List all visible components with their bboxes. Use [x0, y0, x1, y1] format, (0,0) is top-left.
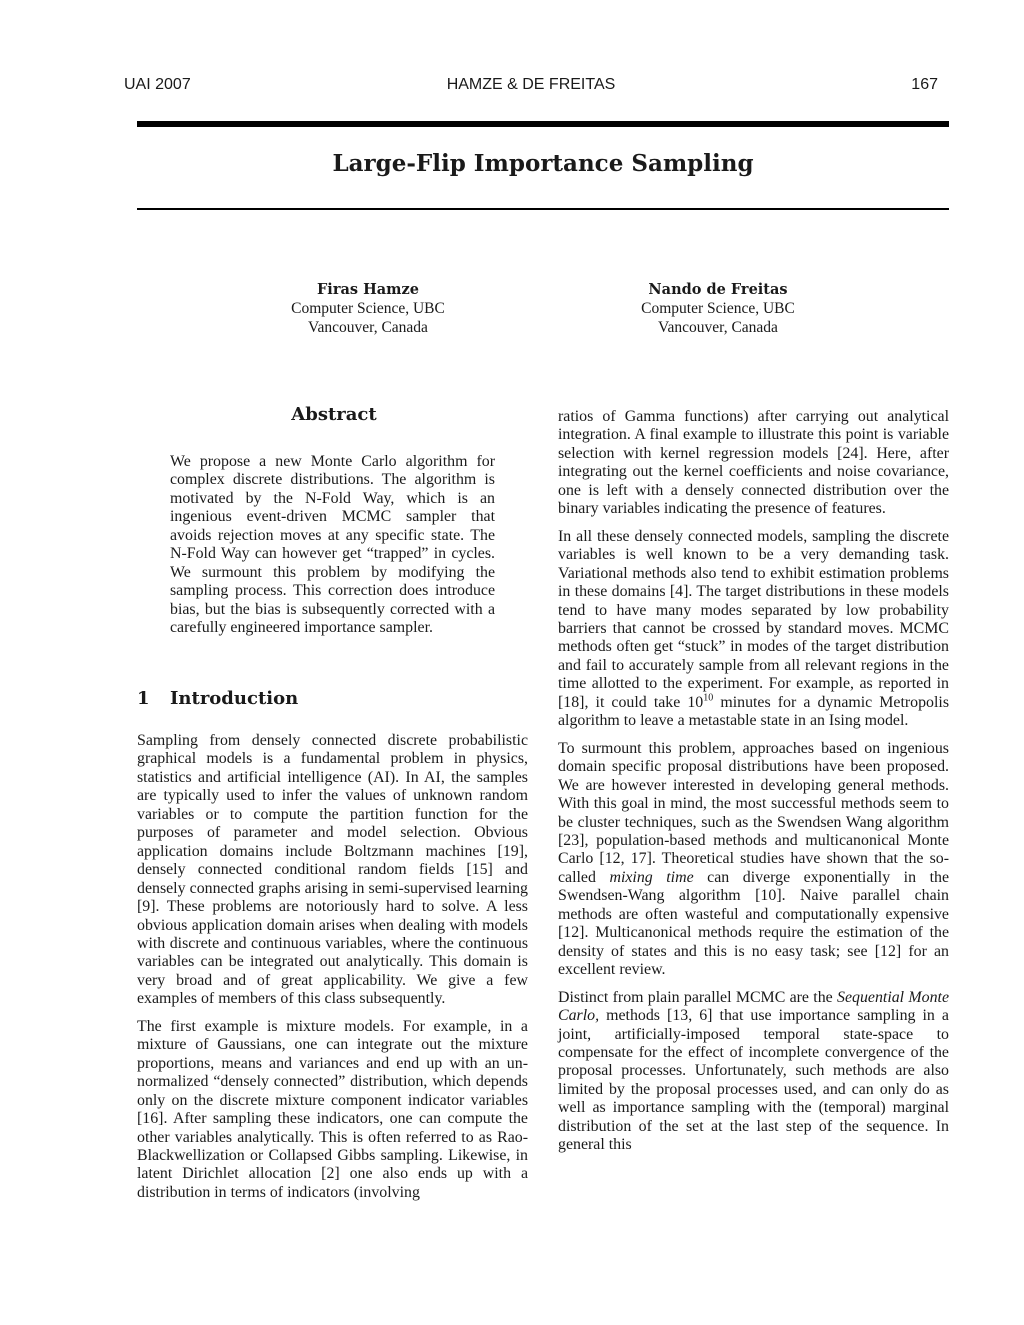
- page-number: 167: [911, 76, 938, 93]
- author-location: Vancouver, Canada: [658, 319, 778, 336]
- body-paragraph: [558, 989, 949, 1155]
- paragraph-text: minutes for a dynamic Metropolis algorithm to leave a metastable state in an Ising model.: [558, 693, 950, 730]
- left-column: [137, 732, 528, 1211]
- section-number: 1: [137, 688, 150, 709]
- author-name: Nando de Freitas: [648, 281, 788, 298]
- author-name: Firas Hamze: [317, 281, 419, 298]
- paragraph-text: In all these densely connected models, sampling the discrete variables is well known to be a very demanding task. Variational methods also tend to exhibit estimation problems in these domains [4]. The target distributions in these models tend to have many modes separated by low probability barriers that cannot be crossed by standard moves. MCMC methods often get “stuck” in modes of the target distribution and fail to accurately sample from all relevant regions in the time allotted to the experiment. For example, as reported in [18], it could take 10: [558, 527, 949, 711]
- exponent: 10: [703, 692, 714, 704]
- running-head: [124, 76, 938, 98]
- author-location: Vancouver, Canada: [308, 319, 428, 336]
- paragraph-text: methods [13, 6] that use importance sampling in a joint, artificially-imposed temporal state-space to compensate for the effect of incomplete convergence of the proposal processes. Unfortunately, such methods are also limited by the proposal processes used, and can only do as well as importance sampling with the (temporal) marginal distribution of the set at the last step of the sequence. In general this: [558, 1007, 949, 1154]
- author-affiliation: Computer Science, UBC: [641, 300, 795, 317]
- body-paragraph: [558, 740, 949, 980]
- title-rule-bottom: [137, 208, 949, 210]
- body-paragraph: Sampling from densely connected discrete probabilistic graphical models is a fundamental problem in physics, statistics and artificial intelligence (AI). In AI, the samples are typically used to infer the values of unknown random variables or to compute the partition function for the purposes of parameter and model selection. Obvious application domains include Boltzmann machines [19], densely connected conditional random fields [15] and densely connected graphs arising in semi-supervised learning [9]. These problems are notoriously hard to solve. A less obvious application domain arises when dealing with models with discrete and continuous variables, where the continuous variables can be integrated out analytically. This domain is very broad and of great applicability. We give a few examples of members of this class subsequently.: [137, 732, 528, 1008]
- right-column: [558, 408, 949, 1164]
- author-block-2: [588, 280, 848, 337]
- paragraph-text: can diverge exponentially in the Swendsen-Wang algorithm [10]. Naive parallel chain methods are often wasteful and computationally expensive [12]. Multicanonical methods require the estimation of the density of states and this is no easy task; see [12] for an excellent review.: [558, 868, 949, 979]
- authors-running-title: HAMZE & DE FREITAS: [446, 76, 616, 93]
- abstract-text: We propose a new Monte Carlo algorithm for complex discrete distributions. The algorithm is motivated by the N-Fold Way, which is an ingenious event-driven MCMC sampler that avoids rejection moves at any specific state. The N-Fold Way can however get “trapped” in cycles. We surmount this problem by modifying the sampling process. This correction does introduce bias, but the bias is subsequently corrected with a carefully engineered importance sampler.: [170, 453, 495, 637]
- body-paragraph: ratios of Gamma functions) after carrying out analytical integration. A final example to illustrate this point is variable selection with kernel regression models [24]. Here, after integrating out the kernel coefficients and noise covariance, one is left with a densely connected distribution over the binary variables indicating the presence of features.: [558, 408, 949, 518]
- author-affiliation: Computer Science, UBC: [291, 300, 445, 317]
- body-paragraph: [558, 528, 949, 731]
- paper-title: Large-Flip Importance Sampling: [332, 150, 754, 177]
- section-heading: [137, 688, 298, 709]
- abstract-heading: Abstract: [291, 404, 377, 425]
- body-paragraph: The first example is mixture models. For example, in a mixture of Gaussians, one can integrate out the mixture proportions, means and variances and end up with an un-normalized “densely connected” distribution, which depends only on the discrete mixture component indicator variables [16]. After sampling these indicators, one can compute the other variables analytically. This is often referred to as Rao-Blackwellization or Collapsed Gibbs sampling. Likewise, in latent Dirichlet allocation [2] one also ends up with a distribution in terms of indicators (involving: [137, 1017, 528, 1201]
- paragraph-text: To surmount this problem, approaches based on ingenious domain specific proposal distributions have been proposed. We are however interested in developing general methods. With this goal in mind, the most successful methods seem to be cluster techniques, such as the Swendsen Wang algorithm [23], population-based methods and multicanonical Monte Carlo [12, 17]. Theoretical studies have shown that the so-called: [558, 739, 949, 886]
- section-title: Introduction: [170, 688, 299, 709]
- emphasis-term: mixing time: [609, 868, 694, 886]
- author-block-1: [238, 280, 498, 337]
- conference-label: UAI 2007: [124, 76, 191, 93]
- title-rule-top: [137, 121, 949, 127]
- emphasis-term: Sequential Monte Carlo,: [558, 988, 949, 1025]
- paragraph-text: Distinct from plain parallel MCMC are the: [558, 988, 838, 1006]
